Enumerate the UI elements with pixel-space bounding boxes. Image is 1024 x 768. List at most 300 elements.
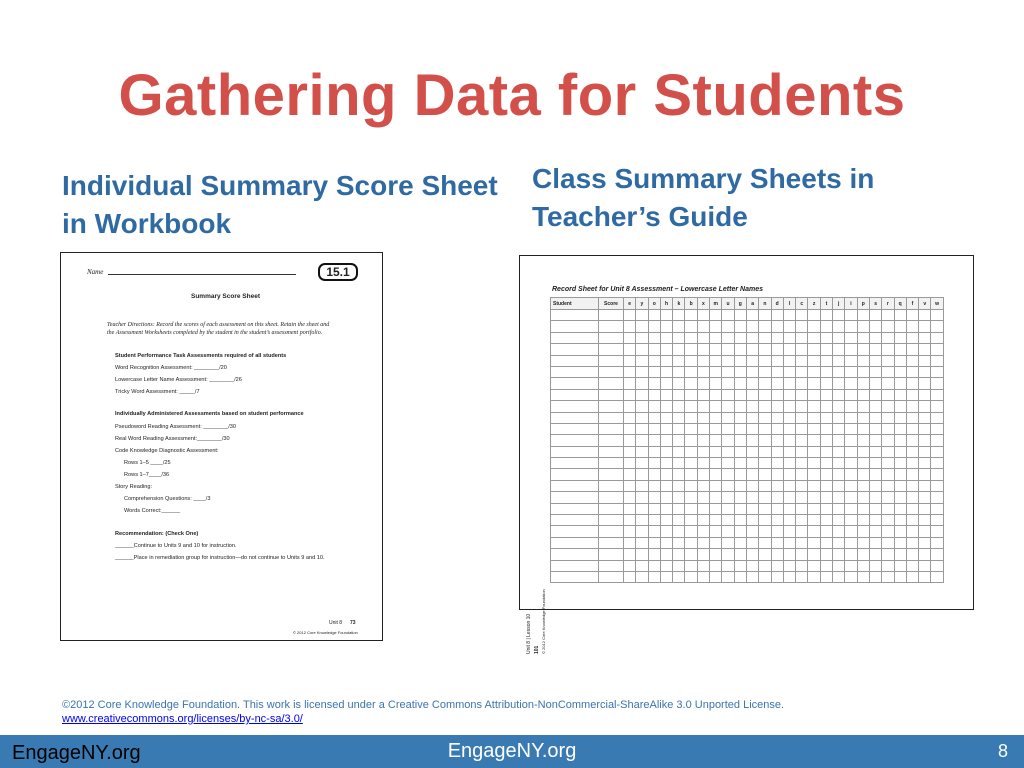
record-cell <box>722 355 734 366</box>
record-cell <box>796 492 808 503</box>
record-cell <box>783 571 795 582</box>
record-cell <box>746 401 758 412</box>
record-cell <box>833 332 845 343</box>
record-cell <box>796 549 808 560</box>
record-cell <box>845 401 857 412</box>
record-row <box>551 446 944 457</box>
record-cell <box>882 412 894 423</box>
record-cell <box>882 423 894 434</box>
record-cell <box>894 549 906 560</box>
record-cell <box>820 503 832 514</box>
record-cell <box>919 526 931 537</box>
record-cell <box>845 571 857 582</box>
record-cell <box>722 492 734 503</box>
record-cell <box>636 310 648 321</box>
record-cell <box>648 435 660 446</box>
record-cell <box>906 537 918 548</box>
record-cell <box>551 401 599 412</box>
record-cell <box>771 458 783 469</box>
record-cell <box>734 435 746 446</box>
record-cell <box>636 458 648 469</box>
record-cell <box>734 537 746 548</box>
sheet-footer-copyright: © 2012 Core Knowledge Foundation <box>293 630 358 635</box>
record-cell <box>857 332 869 343</box>
record-cell <box>697 344 709 355</box>
record-cell <box>808 537 820 548</box>
record-cell <box>919 412 931 423</box>
record-cell <box>857 401 869 412</box>
record-cell <box>746 549 758 560</box>
record-cell <box>919 378 931 389</box>
record-cell <box>624 537 636 548</box>
record-cell <box>734 515 746 526</box>
record-cell <box>820 332 832 343</box>
record-cell <box>599 355 624 366</box>
record-column-header: k <box>673 298 685 310</box>
record-cell <box>919 480 931 491</box>
record-row <box>551 355 944 366</box>
record-cell <box>551 321 599 332</box>
record-cell <box>808 549 820 560</box>
record-cell <box>857 469 869 480</box>
record-cell <box>697 332 709 343</box>
record-cell <box>894 401 906 412</box>
record-cell <box>722 321 734 332</box>
record-cell <box>820 389 832 400</box>
record-cell <box>894 389 906 400</box>
record-cell <box>771 355 783 366</box>
record-cell <box>931 492 943 503</box>
record-cell <box>783 310 795 321</box>
record-cell <box>624 560 636 571</box>
worksheet-number-badge: 15.1 <box>318 263 358 281</box>
record-row <box>551 321 944 332</box>
record-cell <box>673 412 685 423</box>
record-cell <box>746 515 758 526</box>
record-cell <box>820 412 832 423</box>
record-cell <box>783 355 795 366</box>
record-cell <box>820 480 832 491</box>
record-cell <box>636 366 648 377</box>
record-cell <box>722 366 734 377</box>
story-reading-line: Story Reading: <box>115 484 153 490</box>
record-cell <box>636 503 648 514</box>
record-cell <box>931 401 943 412</box>
record-cell <box>771 446 783 457</box>
record-cell <box>820 423 832 434</box>
record-cell <box>857 310 869 321</box>
record-cell <box>648 332 660 343</box>
record-cell <box>919 355 931 366</box>
record-cell <box>820 310 832 321</box>
record-cell <box>919 537 931 548</box>
record-cell <box>648 344 660 355</box>
record-cell <box>746 332 758 343</box>
record-cell <box>906 526 918 537</box>
record-cell <box>771 549 783 560</box>
record-cell <box>931 423 943 434</box>
record-cell <box>857 355 869 366</box>
record-cell <box>722 423 734 434</box>
record-cell <box>660 378 672 389</box>
record-cell <box>759 469 771 480</box>
record-cell <box>624 446 636 457</box>
record-cell <box>624 310 636 321</box>
record-cell <box>919 549 931 560</box>
record-cell <box>673 492 685 503</box>
record-cell <box>906 515 918 526</box>
record-cell <box>599 423 624 434</box>
record-cell <box>660 526 672 537</box>
record-cell <box>906 435 918 446</box>
record-cell <box>845 526 857 537</box>
record-cell <box>685 458 697 469</box>
record-cell <box>869 412 881 423</box>
record-cell <box>697 378 709 389</box>
record-cell <box>673 344 685 355</box>
record-row <box>551 310 944 321</box>
record-cell <box>906 560 918 571</box>
record-cell <box>551 526 599 537</box>
record-cell <box>845 378 857 389</box>
record-cell <box>894 480 906 491</box>
summary-score-sheet-image <box>60 252 383 641</box>
record-row <box>551 571 944 582</box>
record-cell <box>599 560 624 571</box>
record-cell <box>759 435 771 446</box>
record-cell <box>869 310 881 321</box>
record-cell <box>697 435 709 446</box>
record-cell <box>685 401 697 412</box>
record-cell <box>808 366 820 377</box>
record-cell <box>746 492 758 503</box>
record-cell <box>931 344 943 355</box>
record-cell <box>869 549 881 560</box>
record-row <box>551 480 944 491</box>
record-cell <box>697 423 709 434</box>
record-cell <box>906 321 918 332</box>
record-cell <box>857 560 869 571</box>
record-cell <box>919 401 931 412</box>
record-cell <box>660 310 672 321</box>
record-cell <box>894 378 906 389</box>
record-cell <box>931 537 943 548</box>
record-cell <box>685 480 697 491</box>
record-cell <box>673 321 685 332</box>
record-cell <box>660 560 672 571</box>
record-cell <box>759 378 771 389</box>
record-cell <box>857 458 869 469</box>
record-cell <box>783 458 795 469</box>
record-column-header: y <box>636 298 648 310</box>
record-cell <box>599 537 624 548</box>
record-cell <box>759 332 771 343</box>
record-cell <box>551 435 599 446</box>
record-cell <box>624 389 636 400</box>
record-cell <box>734 423 746 434</box>
record-cell <box>551 537 599 548</box>
record-cell <box>636 389 648 400</box>
record-cell <box>710 515 722 526</box>
record-cell <box>857 366 869 377</box>
record-cell <box>882 560 894 571</box>
record-cell <box>685 571 697 582</box>
record-cell <box>931 355 943 366</box>
record-cell <box>820 401 832 412</box>
record-cell <box>551 571 599 582</box>
teacher-directions-line-2: the Assessment Worksheets completed by the student in the student’s assessment portfolio. <box>107 330 323 336</box>
record-cell <box>599 412 624 423</box>
record-cell <box>685 423 697 434</box>
record-cell <box>599 515 624 526</box>
record-cell <box>808 423 820 434</box>
record-cell <box>734 366 746 377</box>
record-cell <box>783 492 795 503</box>
record-cell <box>894 355 906 366</box>
record-cell <box>722 571 734 582</box>
record-cell <box>636 469 648 480</box>
comprehension-line: Comprehension Questions: ____/3 <box>124 496 211 502</box>
record-cell <box>551 503 599 514</box>
record-cell <box>599 492 624 503</box>
record-cell <box>783 503 795 514</box>
record-cell <box>734 401 746 412</box>
record-cell <box>746 321 758 332</box>
record-cell <box>673 355 685 366</box>
record-cell <box>710 435 722 446</box>
record-cell <box>685 435 697 446</box>
record-cell <box>833 526 845 537</box>
record-cell <box>931 560 943 571</box>
record-cell <box>734 560 746 571</box>
record-cell <box>710 458 722 469</box>
sheet-footer-page: 73 <box>350 620 356 626</box>
record-cell <box>710 560 722 571</box>
record-cell <box>833 378 845 389</box>
slide-number: 8 <box>997 741 1008 761</box>
record-cell <box>551 344 599 355</box>
record-cell <box>931 435 943 446</box>
record-cell <box>660 344 672 355</box>
tricky-word-line: Tricky Word Assessment: _____/7 <box>115 389 200 395</box>
teacher-directions-line-1: Teacher Directions: Record the scores of each assessment on this sheet. Retain the sheet and <box>107 322 330 328</box>
rows-1-5-line: Rows 1–5 ____/25 <box>124 460 171 466</box>
record-cell <box>673 515 685 526</box>
license-text: ©2012 Core Knowledge Foundation. This work is licensed under a Creative Commons Attribution-NonCommercial-ShareAlike 3.0 Unported License. <box>62 699 785 711</box>
record-cell <box>648 526 660 537</box>
record-cell <box>894 515 906 526</box>
record-cell <box>796 480 808 491</box>
record-cell <box>710 469 722 480</box>
side-text-page: 101 <box>534 645 540 654</box>
record-cell <box>869 480 881 491</box>
record-sheet-grid <box>550 297 944 583</box>
record-cell <box>931 321 943 332</box>
record-cell <box>796 503 808 514</box>
record-cell <box>599 378 624 389</box>
record-cell <box>833 321 845 332</box>
record-cell <box>685 332 697 343</box>
record-cell <box>783 480 795 491</box>
record-cell <box>845 537 857 548</box>
record-cell <box>648 321 660 332</box>
record-cell <box>710 321 722 332</box>
record-cell <box>685 446 697 457</box>
record-column-header: i <box>845 298 857 310</box>
record-cell <box>906 480 918 491</box>
record-cell <box>820 355 832 366</box>
record-cell <box>685 412 697 423</box>
record-cell <box>906 355 918 366</box>
record-cell <box>673 480 685 491</box>
record-cell <box>808 310 820 321</box>
record-cell <box>857 503 869 514</box>
record-cell <box>551 446 599 457</box>
record-column-header: p <box>857 298 869 310</box>
record-cell <box>722 515 734 526</box>
record-row <box>551 492 944 503</box>
record-cell <box>734 526 746 537</box>
record-cell <box>771 321 783 332</box>
record-cell <box>624 401 636 412</box>
record-cell <box>599 389 624 400</box>
record-cell <box>697 401 709 412</box>
record-cell <box>771 515 783 526</box>
record-cell <box>906 310 918 321</box>
record-cell <box>599 401 624 412</box>
record-sheet-side-text <box>524 584 544 654</box>
record-cell <box>796 321 808 332</box>
record-cell <box>820 571 832 582</box>
record-cell <box>636 492 648 503</box>
record-cell <box>894 332 906 343</box>
record-cell <box>820 378 832 389</box>
record-cell <box>636 446 648 457</box>
record-cell <box>796 344 808 355</box>
record-row <box>551 378 944 389</box>
record-cell <box>796 310 808 321</box>
record-cell <box>697 355 709 366</box>
license-link[interactable]: www.creativecommons.org/licenses/by-nc-sa/3.0/ <box>62 713 303 725</box>
record-cell <box>599 435 624 446</box>
record-cell <box>906 332 918 343</box>
record-cell <box>551 423 599 434</box>
record-cell <box>599 503 624 514</box>
record-cell <box>746 446 758 457</box>
record-cell <box>771 560 783 571</box>
record-cell <box>551 332 599 343</box>
record-cell <box>551 515 599 526</box>
record-cell <box>648 549 660 560</box>
record-cell <box>660 458 672 469</box>
record-cell <box>746 503 758 514</box>
record-cell <box>919 310 931 321</box>
record-cell <box>808 480 820 491</box>
record-cell <box>894 321 906 332</box>
record-cell <box>931 458 943 469</box>
record-cell <box>771 310 783 321</box>
record-cell <box>624 549 636 560</box>
record-cell <box>833 435 845 446</box>
record-cell <box>882 503 894 514</box>
record-column-header: e <box>624 298 636 310</box>
record-cell <box>820 344 832 355</box>
record-cell <box>673 560 685 571</box>
record-column-header: c <box>796 298 808 310</box>
record-cell <box>697 537 709 548</box>
record-row <box>551 412 944 423</box>
record-cell <box>906 366 918 377</box>
record-cell <box>796 469 808 480</box>
record-cell <box>894 503 906 514</box>
record-cell <box>771 480 783 491</box>
record-cell <box>673 446 685 457</box>
record-cell <box>845 560 857 571</box>
record-cell <box>746 469 758 480</box>
record-cell <box>808 435 820 446</box>
record-cell <box>857 321 869 332</box>
record-cell <box>894 571 906 582</box>
footer-left-label: EngageNY.org <box>12 742 141 764</box>
record-cell <box>882 332 894 343</box>
record-cell <box>857 480 869 491</box>
record-cell <box>660 503 672 514</box>
name-label: Name <box>87 268 104 276</box>
record-cell <box>894 344 906 355</box>
record-cell <box>722 480 734 491</box>
record-cell <box>820 526 832 537</box>
record-cell <box>857 378 869 389</box>
record-cell <box>624 515 636 526</box>
record-cell <box>551 469 599 480</box>
record-cell <box>722 526 734 537</box>
record-cell <box>845 549 857 560</box>
record-cell <box>931 310 943 321</box>
record-cell <box>857 492 869 503</box>
record-column-header: l <box>783 298 795 310</box>
record-cell <box>673 378 685 389</box>
record-cell <box>746 537 758 548</box>
record-cell <box>673 458 685 469</box>
record-cell <box>685 310 697 321</box>
record-cell <box>636 515 648 526</box>
record-cell <box>771 332 783 343</box>
record-column-header: q <box>894 298 906 310</box>
record-cell <box>710 401 722 412</box>
record-cell <box>746 571 758 582</box>
record-column-header: g <box>734 298 746 310</box>
record-cell <box>771 423 783 434</box>
record-cell <box>648 412 660 423</box>
record-cell <box>906 458 918 469</box>
record-cell <box>894 469 906 480</box>
record-cell <box>833 492 845 503</box>
record-cell <box>759 458 771 469</box>
record-cell <box>796 537 808 548</box>
record-cell <box>722 378 734 389</box>
record-cell <box>551 560 599 571</box>
record-cell <box>746 378 758 389</box>
record-cell <box>919 332 931 343</box>
record-cell <box>919 469 931 480</box>
record-cell <box>697 549 709 560</box>
record-cell <box>551 412 599 423</box>
record-cell <box>906 503 918 514</box>
record-cell <box>636 355 648 366</box>
record-cell <box>906 412 918 423</box>
record-cell <box>697 480 709 491</box>
record-cell <box>648 560 660 571</box>
